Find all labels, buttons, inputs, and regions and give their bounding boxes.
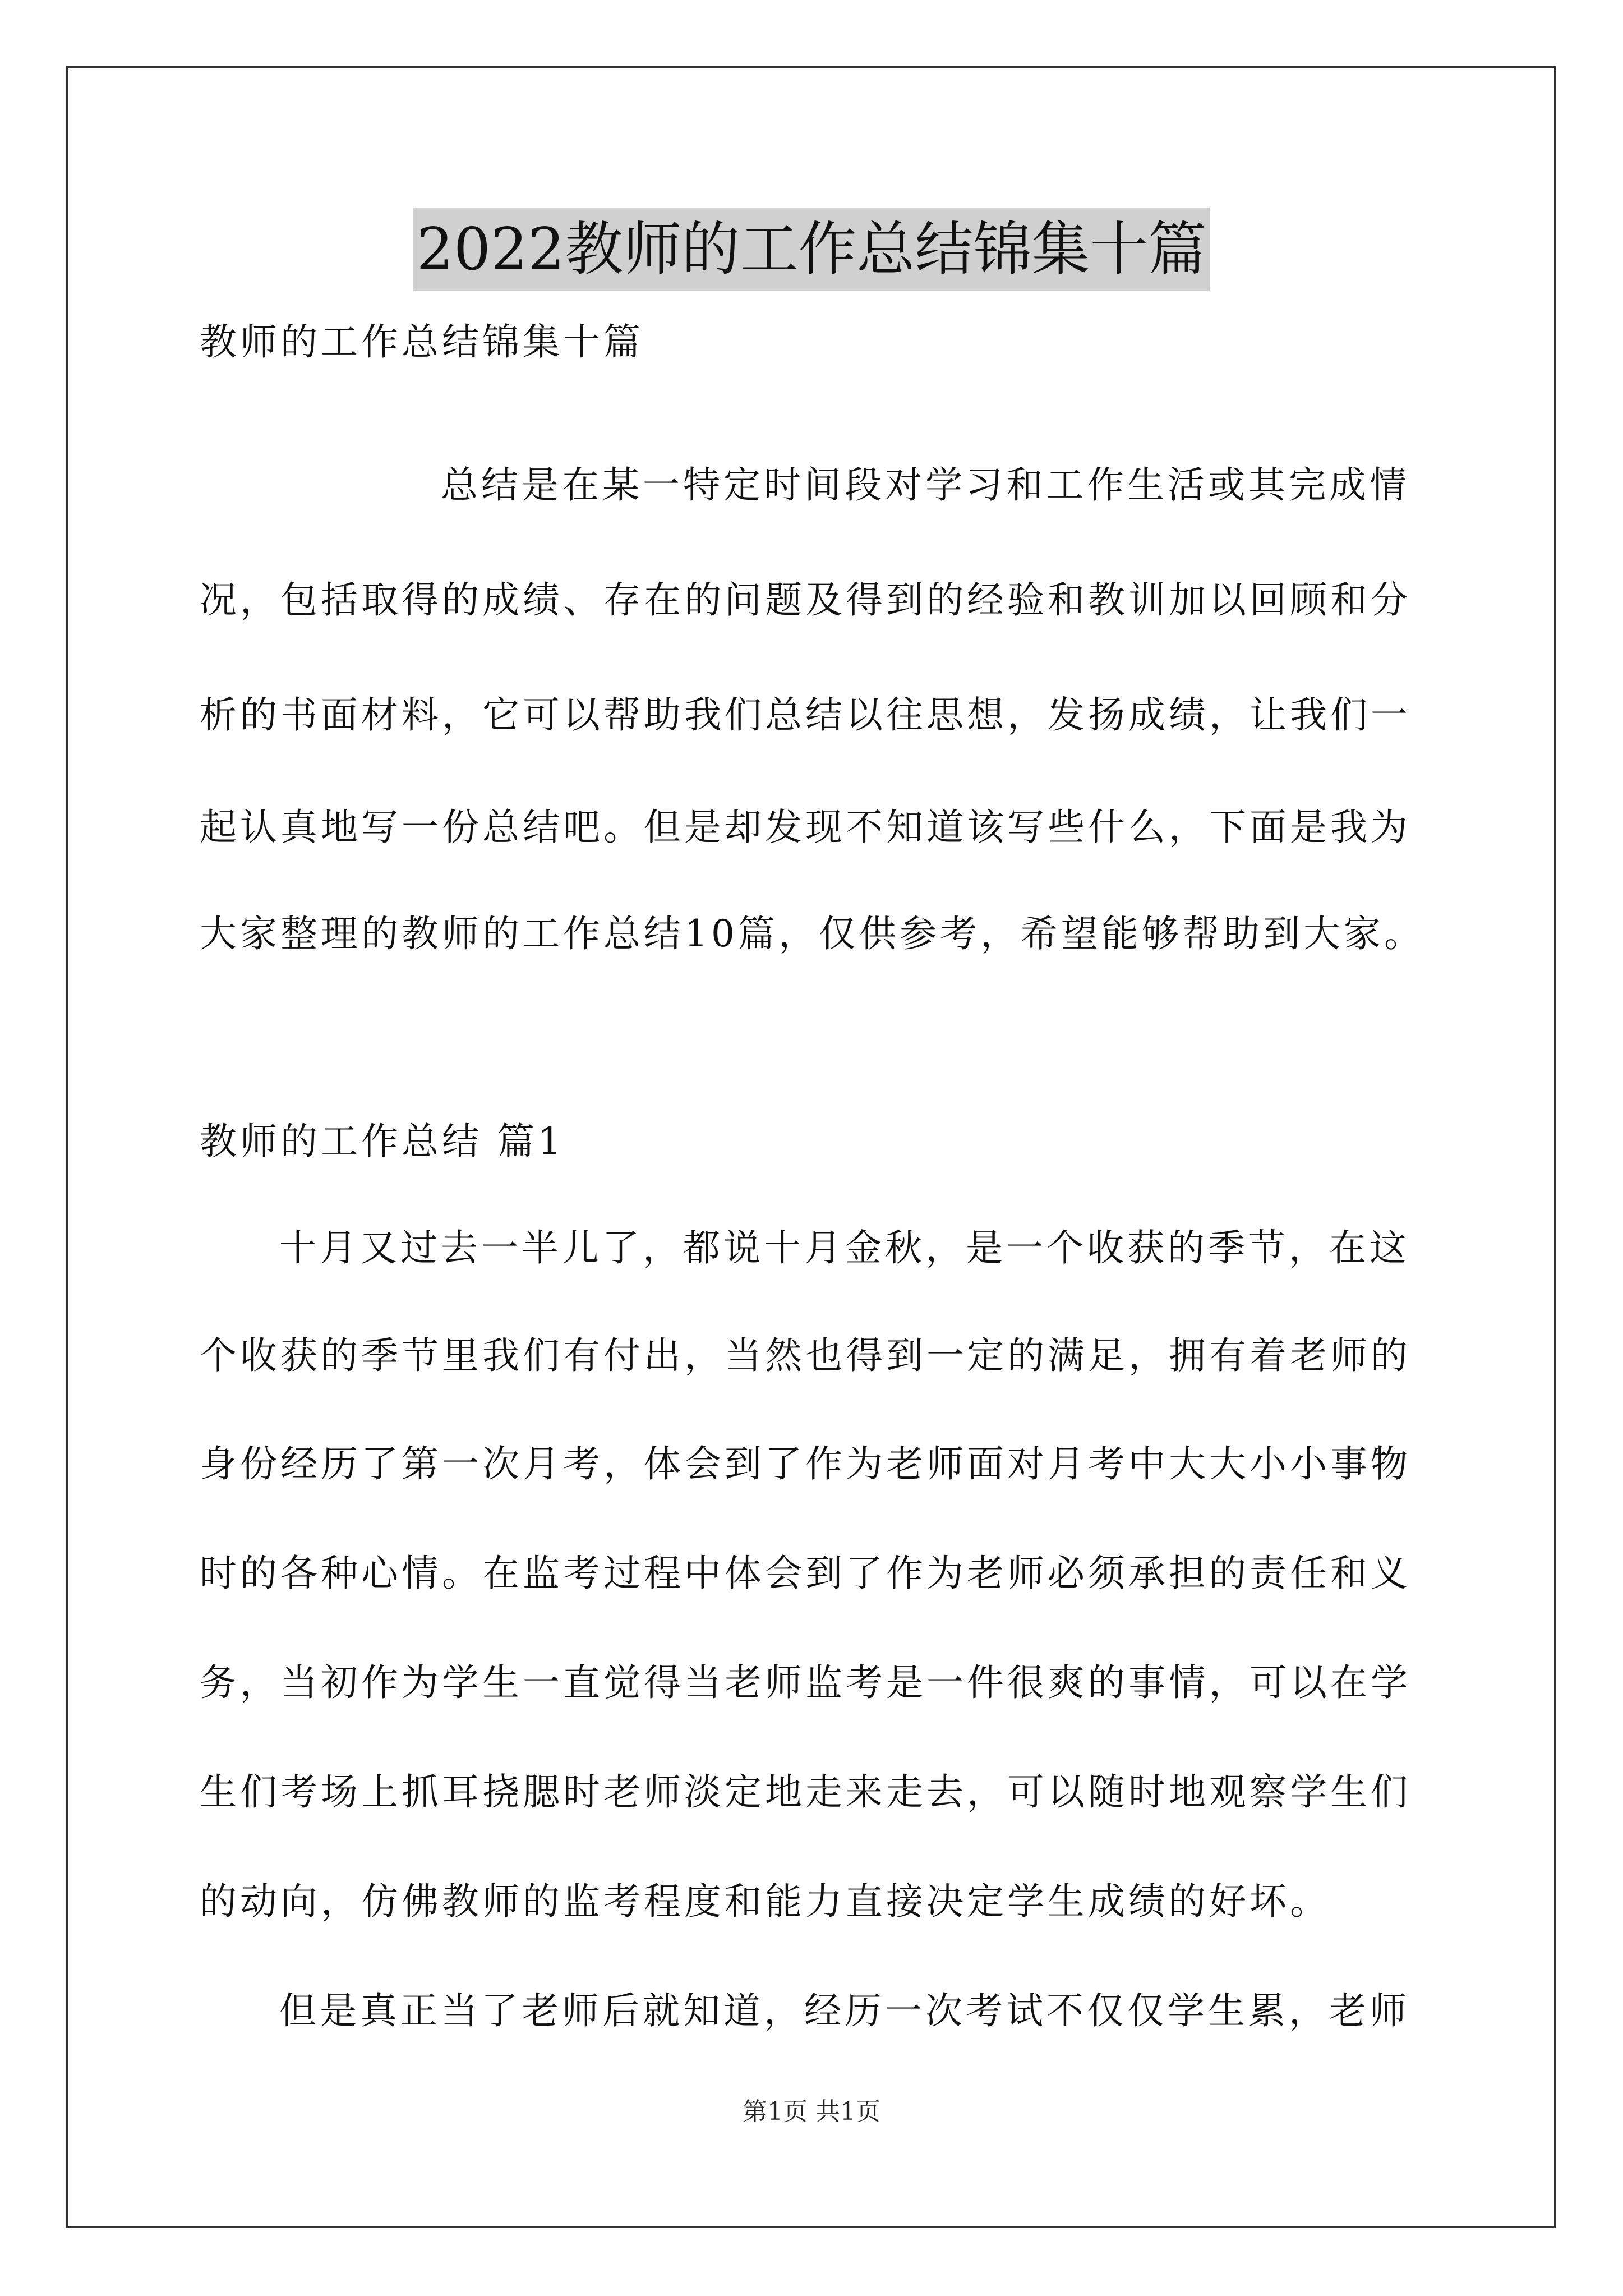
document-subtitle: 教师的工作总结锦集十篇: [200, 320, 644, 364]
document-title: 2022教师的工作总结锦集十篇: [413, 208, 1210, 291]
intro-line: 况，包括取得的成绩、存在的问题及得到的经验和教训加以回顾和分: [200, 578, 1411, 622]
page-footer: 第1页 共1页: [743, 2097, 880, 2126]
body-line: 务，当初作为学生一直觉得当老师监考是一件很爽的事情，可以在学: [200, 1661, 1411, 1704]
body-line: 的动向，仿佛教师的监考程度和能力直接决定学生成绩的好坏。: [200, 1880, 1330, 1923]
intro-line: 总结是在某一特定时间段对学习和工作生活或其完成情: [441, 463, 1410, 507]
intro-line: 起认真地写一份总结吧。但是却发现不知道该写些什么，下面是我为: [200, 806, 1411, 849]
body-line: 身份经历了第一次月考，体会到了作为老师面对月考中大大小小事物: [200, 1442, 1411, 1485]
title-container: [0, 208, 1623, 291]
section-heading: 教师的工作总结 篇1: [200, 1120, 565, 1163]
intro-line: 析的书面材料，它可以帮助我们总结以往思想，发扬成绩，让我们一: [200, 693, 1411, 737]
body-line: 十月又过去一半儿了，都说十月金秋，是一个收获的季节，在这: [279, 1226, 1410, 1269]
intro-line: 大家整理的教师的工作总结10篇，仅供参考，希望能够帮助到大家。: [200, 912, 1424, 955]
body-line: 时的各种心情。在监考过程中体会到了作为老师必须承担的责任和义: [200, 1552, 1411, 1595]
body-line: 但是真正当了老师后就知道，经历一次考试不仅仅学生累，老师: [279, 1989, 1410, 2032]
body-line: 生们考场上抓耳挠腮时老师淡定地走来走去，可以随时地观察学生们: [200, 1770, 1411, 1814]
body-line: 个收获的季节里我们有付出，当然也得到一定的满足，拥有着老师的: [200, 1334, 1411, 1377]
